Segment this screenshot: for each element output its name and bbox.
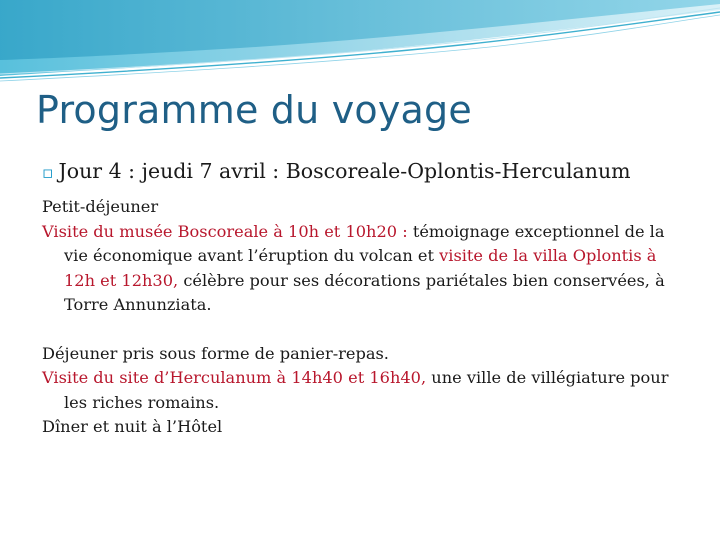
itinerary-item-museum-villa: [42, 220, 682, 318]
itinerary-item-breakfast: Petit-déjeuner: [42, 197, 159, 216]
spacer: [42, 318, 682, 342]
bullet-square-icon: ▫: [42, 163, 54, 183]
day-heading: [42, 158, 682, 187]
itinerary-item-dinner: Dîner et nuit à l’Hôtel: [42, 417, 223, 436]
day-heading-text: Jour 4 : jeudi 7 avril : Boscoreale-Oplontis-Herculanum: [58, 159, 631, 183]
slide-title: Programme du voyage: [36, 88, 472, 132]
villa-visit-description: célèbre pour ses décorations pariétales bien conservées, à Torre Annunziata.: [64, 270, 665, 314]
museum-visit-highlight: Visite du musée Boscoreale à 10h et 10h20 :: [42, 221, 408, 241]
slide-content: [42, 158, 682, 440]
decorative-wave-banner: [0, 0, 720, 90]
itinerary-item-lunch: Déjeuner pris sous forme de panier-repas.: [42, 343, 389, 363]
herculaneum-visit-description: une ville de villégiature pour les riches romains.: [64, 368, 669, 412]
herculaneum-visit-highlight: Visite du site d’Herculanum à 14h40 et 16h40,: [42, 368, 427, 387]
villa-visit-highlight: visite de la villa Oplontis à 12h et 12h30,: [64, 246, 657, 290]
museum-visit-description: témoignage exceptionnel de la vie économique avant l’éruption du volcan et: [64, 221, 665, 265]
itinerary-item-herculaneum: [42, 366, 682, 415]
